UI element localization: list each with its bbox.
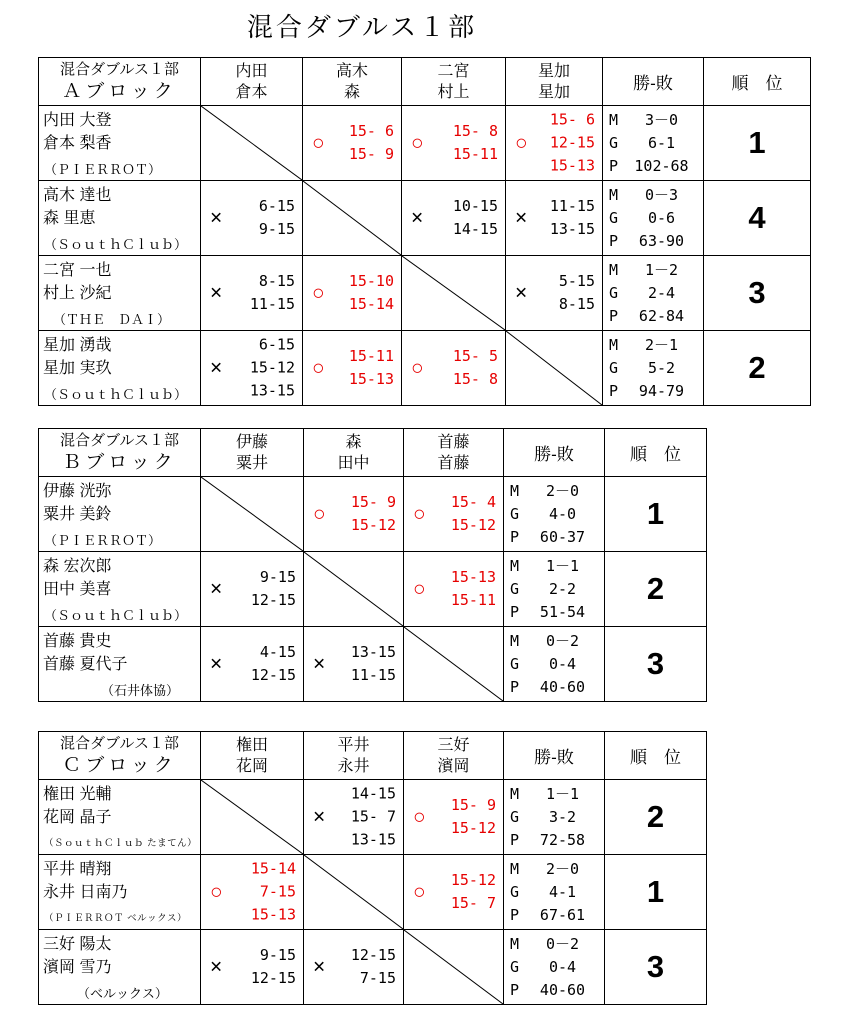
win-circle-icon: ○ (413, 502, 426, 526)
player1-name: 二宮 一也 (43, 262, 112, 279)
club-name: （ＴＨＥ ＤＡＩ） (53, 312, 171, 327)
score-lines: 15-14 7-15 15-13 (250, 859, 296, 924)
win-loss-cell: M 1－2 G 2-4 P 62-84 (603, 256, 704, 331)
club-name: （石井体協） (101, 683, 180, 698)
loss-cross-icon: × (210, 281, 223, 305)
win-loss-cell: M 0－2 G 0-4 P 40-60 (504, 930, 605, 1005)
score-lines: 5-15 8-15 (558, 272, 595, 313)
table-row (39, 256, 811, 331)
win-loss-cell: M 1－1 G 2-2 P 51-54 (504, 552, 605, 627)
rank-cell: 3 (605, 930, 707, 1005)
diagonal-cell (402, 256, 506, 331)
loss-cross-icon: × (210, 955, 223, 979)
loss-cross-icon: × (210, 206, 223, 230)
team-cell (39, 256, 201, 331)
table-row (39, 477, 707, 552)
opponent-header: 権田 花岡 (201, 732, 304, 780)
match-cell (402, 181, 506, 256)
player2-name: 倉本 梨香 (43, 135, 112, 152)
win-loss-cell: M 0－2 G 0-4 P 40-60 (504, 627, 605, 702)
player2-name: 森 里恵 (43, 210, 96, 227)
win-circle-icon: ○ (313, 502, 326, 526)
results-table-block-c (38, 731, 707, 1005)
match-cell (201, 627, 304, 702)
player1-name: 内田 大登 (43, 112, 112, 129)
team-cell (39, 930, 201, 1005)
score-lines: 6-15 9-15 (258, 197, 295, 238)
match-cell (304, 627, 404, 702)
diagonal-cell (304, 552, 404, 627)
table-row (39, 855, 707, 930)
win-circle-icon: ○ (312, 356, 325, 380)
win-loss-header: 勝-敗 (504, 429, 605, 477)
diagonal-cell (201, 106, 303, 181)
player2-name: 粟井 美鈴 (43, 506, 112, 523)
block-label (39, 429, 201, 477)
match-cell (201, 181, 303, 256)
results-table-block-a (38, 57, 811, 406)
player1-name: 高木 達也 (43, 187, 112, 204)
win-circle-icon: ○ (411, 131, 424, 155)
match-cell (404, 477, 504, 552)
win-circle-icon: ○ (411, 356, 424, 380)
win-loss-cell: M 3－0 G 6-1 P 102-68 (603, 106, 704, 181)
rank-header: 順 位 (704, 58, 811, 106)
win-circle-icon: ○ (413, 577, 426, 601)
player1-name: 三好 陽太 (43, 936, 112, 953)
score-lines: 10-15 14-15 (452, 197, 498, 238)
score-lines: 4-15 12-15 (250, 643, 296, 684)
score-lines: 6-15 15-12 13-15 (249, 335, 295, 400)
score-lines: 15-10 15-14 (348, 272, 394, 313)
player2-name: 星加 実玖 (43, 360, 112, 377)
diagonal-cell (404, 930, 504, 1005)
match-cell (201, 930, 304, 1005)
opponent-header: 二宮 村上 (402, 58, 506, 106)
team-cell (39, 552, 201, 627)
rank-cell: 2 (704, 331, 811, 406)
match-cell (303, 256, 402, 331)
win-loss-header: 勝-敗 (603, 58, 704, 106)
opponent-header: 星加 星加 (506, 58, 603, 106)
table-row (39, 331, 811, 406)
opponent-header: 伊藤 粟井 (201, 429, 304, 477)
team-cell (39, 477, 201, 552)
block-label (39, 58, 201, 106)
match-cell (304, 477, 404, 552)
loss-cross-icon: × (515, 281, 528, 305)
score-lines: 15- 9 15-12 (350, 493, 396, 534)
rank-header: 順 位 (605, 429, 707, 477)
player1-name: 星加 湧哉 (43, 337, 112, 354)
loss-cross-icon: × (210, 356, 223, 380)
match-cell (404, 780, 504, 855)
win-loss-cell: M 0－3 G 0-6 P 63-90 (603, 181, 704, 256)
player2-name: 花岡 晶子 (43, 809, 112, 826)
team-cell (39, 181, 201, 256)
diagonal-cell (201, 477, 304, 552)
loss-cross-icon: × (313, 805, 326, 829)
opponent-header: 平井 永井 (304, 732, 404, 780)
score-lines: 9-15 12-15 (250, 568, 296, 609)
win-loss-header: 勝-敗 (504, 732, 605, 780)
diagonal-cell (304, 855, 404, 930)
match-cell (201, 552, 304, 627)
diagonal-cell (506, 331, 603, 406)
score-lines: 15- 6 12-15 15-13 (549, 110, 595, 175)
player2-name: 村上 沙紀 (43, 285, 112, 302)
club-name: （ＳｏｕｔｈＣｌｕｂ） (44, 387, 188, 402)
score-lines: 15-11 15-13 (348, 347, 394, 388)
score-lines: 8-15 11-15 (249, 272, 295, 313)
win-circle-icon: ○ (210, 880, 223, 904)
match-cell (506, 106, 603, 181)
rank-cell: 2 (605, 780, 707, 855)
club-name: （ＳｏｕｔｈＣｌｕｂ） (44, 237, 188, 252)
win-circle-icon: ○ (515, 131, 528, 155)
team-cell (39, 855, 201, 930)
match-cell (201, 331, 303, 406)
match-cell (506, 256, 603, 331)
match-cell (404, 855, 504, 930)
match-cell (402, 106, 506, 181)
loss-cross-icon: × (515, 206, 528, 230)
match-cell (304, 930, 404, 1005)
match-cell (201, 855, 304, 930)
match-cell (402, 331, 506, 406)
opponent-header: 高木 森 (303, 58, 402, 106)
win-loss-cell: M 2－0 G 4-1 P 67-61 (504, 855, 605, 930)
opponent-header: 内田 倉本 (201, 58, 303, 106)
block-label-line2: Ａブロック (62, 80, 177, 102)
loss-cross-icon: × (313, 955, 326, 979)
block-label-line1: 混合ダブルス１部 (60, 734, 179, 752)
player1-name: 平井 晴翔 (43, 861, 112, 878)
win-circle-icon: ○ (413, 880, 426, 904)
score-lines: 9-15 12-15 (250, 946, 296, 987)
opponent-header: 首藤 首藤 (404, 429, 504, 477)
score-lines: 12-15 7-15 (350, 946, 396, 987)
score-lines: 14-15 15- 7 13-15 (350, 784, 396, 849)
player2-name: 濱岡 雪乃 (43, 959, 112, 976)
score-lines: 15- 8 15-11 (452, 122, 498, 163)
match-cell (404, 552, 504, 627)
opponent-header: 森 田中 (304, 429, 404, 477)
diagonal-cell (404, 627, 504, 702)
score-lines: 15- 5 15- 8 (452, 347, 498, 388)
table-row (39, 181, 811, 256)
table-row (39, 106, 811, 181)
table-row (39, 780, 707, 855)
score-lines: 15-12 15- 7 (450, 871, 496, 912)
score-lines: 13-15 11-15 (350, 643, 396, 684)
club-name: （ＰＩＥＲＲＯＴ） (44, 162, 162, 177)
block-label-line1: 混合ダブルス１部 (60, 431, 179, 449)
match-cell (506, 181, 603, 256)
table-row (39, 552, 707, 627)
table-row (39, 930, 707, 1005)
player2-name: 永井 日南乃 (43, 884, 128, 901)
block-label-line1: 混合ダブルス１部 (60, 60, 179, 78)
loss-cross-icon: × (210, 652, 223, 676)
rank-cell: 3 (605, 627, 707, 702)
player2-name: 田中 美喜 (43, 581, 112, 598)
team-cell (39, 780, 201, 855)
club-name: （ＳｏｕｔｈＣｌｕｂ） (44, 608, 188, 623)
rank-cell: 4 (704, 181, 811, 256)
club-name: （ＳｏｕｔｈＣｌｕｂ たまてん） (44, 838, 198, 849)
page-title: 混合ダブルス１部 (246, 13, 478, 42)
score-lines: 15- 6 15- 9 (348, 122, 394, 163)
win-loss-cell: M 2－1 G 5-2 P 94-79 (603, 331, 704, 406)
results-table-block-b (38, 428, 707, 702)
win-circle-icon: ○ (413, 805, 426, 829)
team-cell (39, 331, 201, 406)
win-circle-icon: ○ (312, 131, 325, 155)
player1-name: 伊藤 洸弥 (43, 483, 112, 500)
win-loss-cell: M 2－0 G 4-0 P 60-37 (504, 477, 605, 552)
win-loss-cell: M 1－1 G 3-2 P 72-58 (504, 780, 605, 855)
block-label-line2: Ｂブロック (62, 451, 177, 473)
score-lines: 15- 4 15-12 (450, 493, 496, 534)
match-cell (303, 106, 402, 181)
rank-cell: 1 (605, 477, 707, 552)
club-name: （ＰＩＥＲＲＯＴ） (44, 533, 162, 548)
block-label-line2: Ｃブロック (62, 754, 177, 776)
team-cell (39, 106, 201, 181)
club-name: （ベルックス） (77, 986, 168, 1001)
win-circle-icon: ○ (312, 281, 325, 305)
score-lines: 15- 9 15-12 (450, 796, 496, 837)
rank-cell: 2 (605, 552, 707, 627)
rank-cell: 1 (704, 106, 811, 181)
rank-cell: 3 (704, 256, 811, 331)
score-lines: 15-13 15-11 (450, 568, 496, 609)
player2-name: 首藤 夏代子 (43, 656, 128, 673)
loss-cross-icon: × (313, 652, 326, 676)
player1-name: 森 宏次郎 (43, 558, 112, 575)
match-cell (304, 780, 404, 855)
table-row (39, 627, 707, 702)
match-cell (201, 256, 303, 331)
block-label (39, 732, 201, 780)
loss-cross-icon: × (210, 577, 223, 601)
loss-cross-icon: × (411, 206, 424, 230)
match-cell (303, 331, 402, 406)
score-lines: 11-15 13-15 (549, 197, 595, 238)
rank-header: 順 位 (605, 732, 707, 780)
diagonal-cell (201, 780, 304, 855)
player1-name: 権田 光輔 (43, 786, 112, 803)
club-name: （ＰＩＥＲＲＯＴ ベルックス） (44, 913, 188, 924)
player1-name: 首藤 貴史 (43, 633, 112, 650)
diagonal-cell (303, 181, 402, 256)
rank-cell: 1 (605, 855, 707, 930)
opponent-header: 三好 濱岡 (404, 732, 504, 780)
team-cell (39, 627, 201, 702)
